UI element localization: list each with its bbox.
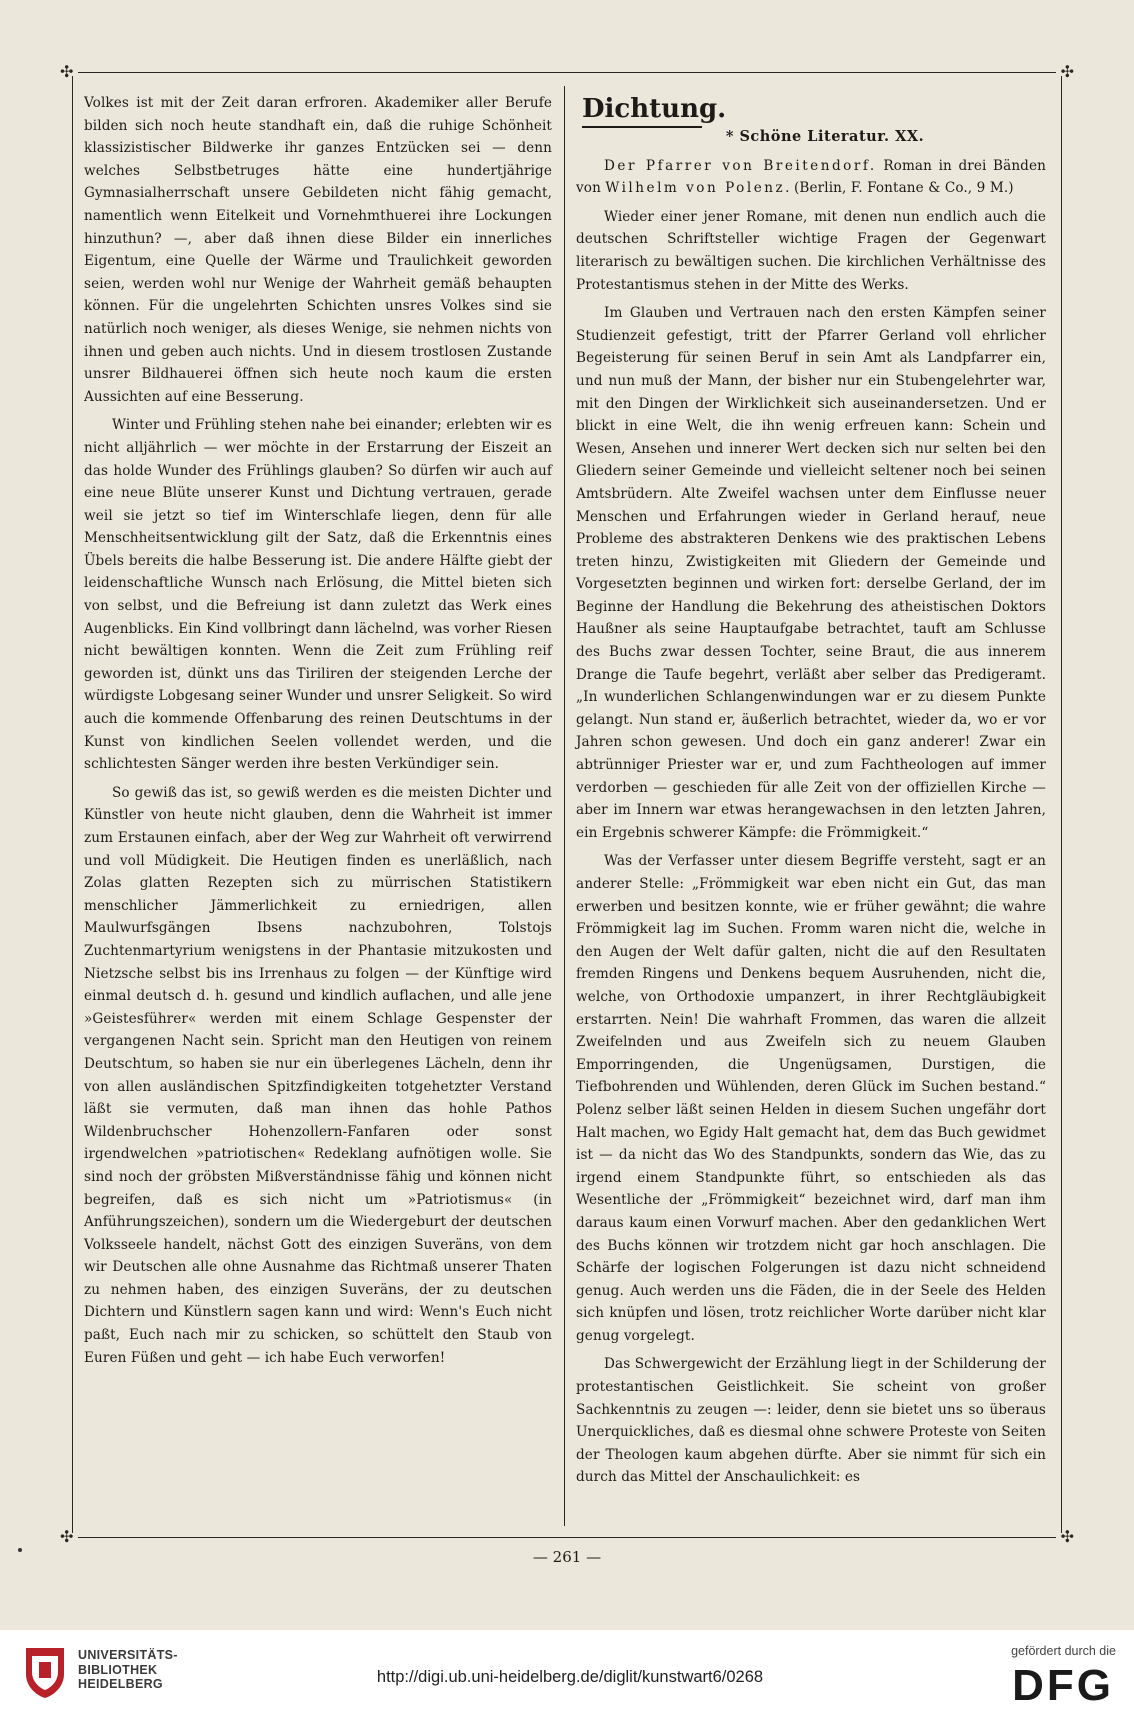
paragraph: So gewiß das ist, so gewiß werden es die meisten Dichter und Künstler von heute nicht glauben, denn die Wahrheit ist immer zum Erstaunen einfach, aber der Weg zur Wahrheit oft verwirrend und voll Müdigkeit. Die Heutigen finden es unerläßlich, nach Zolas glatten Rezepten sich zu mürrischen Statistikern menschlicher Jämmerlichkeit zu erniedrigen, allen Maulwurfsgängen Ibsens nachzubohren, Tolstojs Zuchtenmartyrium wenigstens in der Phantasie mitzukosten und Nietzsche selbst bis ins Irrenhaus zu folgen — der Künftige wird einmal deutsch d. h. gesund und kindlich auflachen, und alle jene »Geistesführer« werden mit einem Schlage Gespenster der vergangenen Nacht sein. Spricht man den Heutigen von reinem Deutschtum, so haben sie nur ein überlegenes Lächeln, denn ihr von allen ausländischen Spitzfindigkeiten totgehetzter Verstand läßt sie vermuten, daß man ihnen das hohle Pathos Wildenbruchscher Hohenzollern-Fanfaren oder sonst irgendwelchen »patriotischen« Redeklang aufnötigen wolle. Sie sind noch der gröbsten Mißverständnisse fähig und können nicht begreifen, daß es sich nicht um »Patriotismus« (in Anführungszeichen), sondern um die Wiedergeburt der deutschen Volksseele handelt, nächst Gott des einzigen Suveräns, von dem wir Deutschen alle ohne Ausnahme das Richtmaß unserer Thaten zu nehmen haben, des einzigen Suveräns, der zu deutschen Dichtern und Künstlern sagen kann und wird: Wenn's Euch nicht paßt, Euch nach mir zu schicken, so schüttelt den Staub von Euren Füßen und geht — ich habe Euch verworfen!: [84, 784, 552, 1366]
frame-left-rule: [72, 76, 73, 1533]
paragraph: Volkes ist mit der Zeit daran erfroren. Akademiker aller Berufe bilden sich noch heute standhaft ein, daß die ruhige Schönheit klassizistischer Bildwerke ihr ganzes Entzücken sei — denn welches Selbstbetruges hätte eine hundertjährige Gymnasialherrschaft unsere Gebildeten nicht fähig gemacht, namentlich wenn Eitelkeit und Vornehmthuerei ihre Lockungen hinzuthun? —, aber daß ihnen diese Bilder ein innerliches Eigentum, eine Quelle der Wärme und Traulichkeit geworden seien, werden wohl nur Wenige der Wahrheit gemäß behaupten können. Für die ungelehrten Schichten unsres Volkes sind sie natürlich noch weniger, als dieses Wenige, sie nehmen nichts von ihnen und geben auch nichts. Und in diesem trostlosen Zustande unsrer Bildhauerei öffnen sich heute noch kaum die ersten Aussichten auf eine Besserung.: [84, 95, 552, 405]
dfg-logo: DFG: [1012, 1661, 1114, 1710]
column-divider: [564, 86, 565, 1526]
page-number: — 261 —: [532, 1548, 602, 1566]
corner-ornament-icon: ✣: [60, 62, 74, 81]
book-title: Der Pfarrer von Breitendorf.: [604, 157, 877, 174]
frame-bottom-rule: [78, 1537, 1056, 1538]
book-publisher: . (Berlin, F. Fontane & Co., 9 M.): [785, 180, 1014, 197]
paragraph: Im Glauben und Vertrauen nach den ersten Kämpfen seiner Studienzeit gefestigt, tritt der Pfarrer Gerland voll ehrlicher Begeisterung für seinen Beruf in sein Amt als Landpfarrer ein, und nun muß der Mann, der bisher nur ein Stubengelehrter war, mit den Dingen der Wirklichkeit sich auseinandersetzen. Und er blickt in eine Welt, die ihn wenig erfreuen kann: Schein und Wesen, Ansehen und innerer Wert decken sich nur selten bei den Gliedern seiner Gemeinde und vielleicht seltener noch bei seinen Amtsbrüdern. Alte Zweifel wachsen unter dem Einflusse neuer Menschen und Erfahrungen wieder in Gerland herauf, neue Probleme des abstrakteren Denkens wie des praktischen Lebens treten hinzu, Zwistigkeiten mit Gliedern der Gemeinde und Vorgesetzten beginnen und wirken fort: derselbe Gerland, der im Beginne der Handlung die Bekehrung des atheistischen Doktors Haußner als seine Hauptaufgabe betrachtet, tauft am Schlusse des Buchs zwar dessen Tochter, seine Braut, die aus innerem Drange die Taufe begehrt, verläßt aber selber das Predigeramt. „In wunderlichen Schlangenwindungen war er zu diesem Punkte gelangt. Nun stand er, äußerlich betrachtet, wieder da, wo er vor Jahren schon gewesen. Und doch ein ganz anderer! Zwar ein abtrünniger Priester war er, und zum Fachtheologen auf immer verdorben — geschieden für alle Zeit von der offiziellen Kirche — aber im Innern war etwas herangewachsen in den letzten Jahren, ein Ergebnis schwerer Kämpfe: die Frömmigkeit.“: [576, 305, 1046, 841]
institution-name: UNIVERSITÄTS- BIBLIOTHEK HEIDELBERG: [78, 1648, 178, 1691]
paragraph: Das Schwergewicht der Erzählung liegt in der Schilderung der protestantischen Geistlichkeit. Sie scheint von großer Sachkenntnis zu zeugen —: leider, denn sie bietet uns so überaus Unerquickliches, daß es diesmal ohne schwere Proteste von Seiten der Theologen kaum abgehen dürfte. Aber sie nimmt für sich ein durch das Mittel der Anschaulichkeit: es: [576, 1356, 1046, 1486]
frame-right-rule: [1061, 76, 1062, 1533]
paragraph: Was der Verfasser unter diesem Begriffe versteht, sagt er an anderer Stelle: „Frömmigkeit war eben nicht ein Gut, das man erwerben und besitzen konnte, wie er früher gewähnt; die wahre Frömmigkeit lag im Suchen. Fromm waren nicht die, welche in den Augen der Welt dafür galten, nicht die auf den Resultaten fremden Ringens und Denkens bequem Ausruhenden, nicht die, welche, von Orthodoxie umpanzert, in ihrer Rechtgläubigkeit erstarrten. Nein! Die wahrhaft Frommen, das waren die allzeit Zweifelnden und aus Zweifeln sich zu neuem Glauben Emporringenden, die Ungenügsamen, Durstigen, die Tiefbohrenden und Wühlenden, deren Glück im Suchen bestand.“ Polenz selber läßt seinen Helden in diesem Suchen ungefähr dort Halt machen, wo Egidy Halt gemacht hat, dem das Buch gewidmet ist — da nicht das Wo des Standpunkts, sondern das Wie, das zu irgend einem Standpunkte führt, so entschieden als das Wesentliche der „Frömmigkeit“ bezeichnet wird, darf man ihm daraus kaum einen Vorwurf machen. Aber den gedanklichen Wert des Buchs können wir trotzdem nicht gar hoch anschlagen. Die Schärfe der logischen Folgerungen ist dazu nicht schneidend genug. Auch werden uns die Fäden, die in der Seele des Helden sich knüpfen und lösen, trotz reichlicher Worte darüber nicht klar genug vorgelegt.: [576, 853, 1046, 1344]
paragraph: Winter und Frühling stehen nahe bei einander; erlebten wir es nicht alljährlich — wer möchte in der Erstarrung der Eiszeit an das holde Wunder des Frühlings glauben? So dürfen wir auch auf eine neue Blüte unserer Kunst und Dichtung vertrauen, gerade weil sie jetzt so tief im Winterschlafe liegen, denn für alle Menschheitsentwicklung gilt der Satz, daß die Erkenntnis eines Übels bereits die halbe Besserung ist. Die andere Hälfte giebt der leidenschaftliche Wunsch nach Erlösung, die Mittel bieten sich von selbst, und die Befreiung ist dann zuletzt das Werk eines Augenblicks. Ein Kind vollbringt dann lächelnd, was vorher Riesen nicht bewältigen konnten. Wenn die Zeit zum Frühling reif geworden ist, dünkt uns das Tiriliren der steigenden Lerche der würdigste Lobgesang seiner Wunder und unsrer Seligkeit. So wird auch die kommende Offenbarung des reinen Deutschtums in der Kunst von kindlichen Seelen vollendet werden, und die schlichtesten Sänger werden ihre besten Verkündiger sein.: [84, 417, 552, 773]
paragraph: Wieder einer jener Romane, mit denen nun endlich auch die deutschen Schriftsteller wichtige Fragen der Gegenwart literarisch zu bewältigen suchen. Die kirchlichen Verhältnisse des Protestantismus stehen in der Mitte des Werks.: [576, 208, 1046, 293]
review-citation: [576, 155, 1046, 200]
corner-ornament-icon: ✣: [60, 1527, 74, 1546]
left-column: [84, 92, 552, 1369]
corner-ornament-icon: ✣: [1060, 1527, 1074, 1546]
right-column: [576, 126, 1046, 1489]
book-author: Wilhelm von Polenz: [605, 180, 786, 197]
section-heading: Dichtung.: [582, 94, 702, 128]
funded-by-label: gefördert durch die: [1011, 1644, 1116, 1658]
corner-ornament-icon: ✣: [1060, 62, 1074, 81]
subheading: * Schöne Literatur. XX.: [725, 128, 925, 145]
book-genre: Roman in drei Bänden von: [576, 157, 1046, 197]
footer-bar: [0, 1630, 1134, 1720]
source-url-link[interactable]: http://digi.ub.uni-heidelberg.de/diglit/kunstwart6/0268: [376, 1668, 764, 1686]
university-seal-icon: [22, 1644, 68, 1700]
frame-top-rule: [78, 72, 1056, 73]
